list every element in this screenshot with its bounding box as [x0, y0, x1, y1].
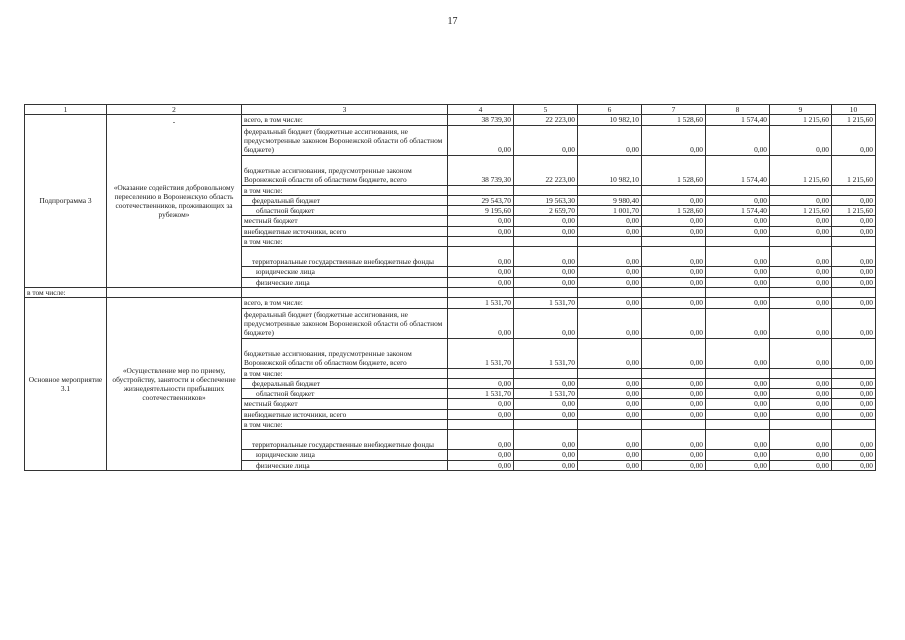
amount-cell: 10 982,10 [578, 115, 642, 125]
amount-cell [706, 185, 770, 195]
amount-cell: 9 980,40 [578, 195, 642, 205]
amount-cell: 0,00 [642, 195, 706, 205]
amount-cell: 0,00 [706, 409, 770, 419]
amount-cell [448, 420, 514, 430]
amount-cell [832, 185, 876, 195]
amount-cell: 1 531,70 [448, 298, 514, 308]
amount-cell: 0,00 [578, 298, 642, 308]
funding-source: бюджетные ассигнования, предусмотренные законом Воронежской области об областном бюджете, всего [242, 155, 448, 185]
amount-cell [770, 237, 832, 247]
amount-cell [448, 368, 514, 378]
budget-table [24, 104, 876, 471]
amount-cell: 1 531,70 [448, 389, 514, 399]
amount-cell: 0,00 [706, 338, 770, 368]
amount-cell: 0,00 [706, 125, 770, 155]
col-header: 3 [242, 105, 448, 115]
amount-cell: 38 739,30 [448, 115, 514, 125]
funding-source: федеральный бюджет [242, 378, 448, 388]
amount-cell: 0,00 [770, 338, 832, 368]
amount-cell: 0,00 [706, 277, 770, 287]
amount-cell [770, 368, 832, 378]
amount-cell: 1 574,40 [706, 115, 770, 125]
amount-cell: 0,00 [514, 399, 578, 409]
amount-cell: 0,00 [832, 409, 876, 419]
amount-cell: 0,00 [578, 378, 642, 388]
amount-cell: 29 543,70 [448, 195, 514, 205]
funding-source: всего, в том числе: [242, 298, 448, 308]
funding-source: федеральный бюджет (бюджетные ассигнования, не предусмотренные законом Воронежской области об областном бюджете) [242, 308, 448, 338]
funding-source: местный бюджет [242, 399, 448, 409]
amount-cell [578, 237, 642, 247]
amount-cell: 1 531,70 [448, 338, 514, 368]
amount-cell: 0,00 [832, 338, 876, 368]
amount-cell: 0,00 [514, 378, 578, 388]
amount-cell [706, 368, 770, 378]
amount-cell: 0,00 [832, 125, 876, 155]
amount-cell: 0,00 [832, 389, 876, 399]
amount-cell: 0,00 [770, 430, 832, 450]
amount-cell: 0,00 [578, 460, 642, 470]
amount-cell: 1 215,60 [832, 115, 876, 125]
empty-cell [706, 287, 770, 297]
amount-cell: 0,00 [832, 226, 876, 236]
amount-cell: 0,00 [770, 216, 832, 226]
section-title-text: «Оказание содействия добровольному переселению в Воронежскую область соотечественников, проживающих за рубежом» [113, 182, 235, 220]
amount-cell: 0,00 [642, 277, 706, 287]
amount-cell: 1 215,60 [770, 206, 832, 216]
amount-cell: 0,00 [770, 298, 832, 308]
amount-cell: 0,00 [448, 450, 514, 460]
amount-cell: 1 528,60 [642, 115, 706, 125]
amount-cell [514, 368, 578, 378]
amount-cell: 0,00 [578, 389, 642, 399]
funding-source: в том числе: [242, 185, 448, 195]
empty-cell [448, 287, 514, 297]
amount-cell: 0,00 [832, 430, 876, 450]
col-header: 6 [578, 105, 642, 115]
funding-source: областной бюджет [242, 206, 448, 216]
separator-row [25, 287, 876, 297]
amount-cell: 0,00 [642, 298, 706, 308]
amount-cell: 0,00 [770, 308, 832, 338]
funding-source: областной бюджет [242, 389, 448, 399]
amount-cell [706, 237, 770, 247]
separator-label: в том числе: [25, 287, 107, 297]
amount-cell [770, 185, 832, 195]
col-header: 8 [706, 105, 770, 115]
amount-cell: 0,00 [578, 450, 642, 460]
amount-cell: 1 528,60 [642, 155, 706, 185]
amount-cell: 0,00 [832, 450, 876, 460]
amount-cell: 1 001,70 [578, 206, 642, 216]
amount-cell: 0,00 [642, 389, 706, 399]
amount-cell: 1 531,70 [514, 338, 578, 368]
amount-cell: 0,00 [642, 216, 706, 226]
amount-cell: 1 215,60 [770, 115, 832, 125]
table-row [25, 298, 876, 308]
amount-cell: 0,00 [706, 399, 770, 409]
amount-cell [514, 420, 578, 430]
amount-cell: 1 531,70 [514, 298, 578, 308]
amount-cell: 0,00 [706, 450, 770, 460]
amount-cell [448, 237, 514, 247]
funding-source: внебюджетные источники, всего [242, 409, 448, 419]
amount-cell: 0,00 [448, 267, 514, 277]
empty-cell [832, 287, 876, 297]
empty-cell [642, 287, 706, 297]
table-row [25, 115, 876, 125]
amount-cell [832, 420, 876, 430]
amount-cell: 0,00 [770, 389, 832, 399]
amount-cell: 0,00 [832, 267, 876, 277]
amount-cell: 0,00 [514, 430, 578, 450]
amount-cell: 0,00 [578, 430, 642, 450]
amount-cell: 0,00 [578, 338, 642, 368]
amount-cell: 0,00 [448, 460, 514, 470]
amount-cell: 22 223,00 [514, 115, 578, 125]
amount-cell [578, 185, 642, 195]
amount-cell: 1 215,60 [832, 206, 876, 216]
amount-cell: 0,00 [448, 226, 514, 236]
funding-source: федеральный бюджет [242, 195, 448, 205]
amount-cell: 0,00 [832, 216, 876, 226]
amount-cell: 0,00 [770, 195, 832, 205]
section-name: Основное мероприятие 3.1 [25, 298, 107, 471]
amount-cell: 0,00 [770, 247, 832, 267]
amount-cell: 0,00 [578, 216, 642, 226]
amount-cell: 0,00 [578, 308, 642, 338]
amount-cell [832, 368, 876, 378]
amount-cell: 0,00 [642, 399, 706, 409]
amount-cell: 0,00 [832, 308, 876, 338]
amount-cell: 0,00 [642, 267, 706, 277]
amount-cell: 0,00 [578, 277, 642, 287]
funding-source: в том числе: [242, 368, 448, 378]
amount-cell [642, 237, 706, 247]
amount-cell: 0,00 [448, 409, 514, 419]
amount-cell [642, 368, 706, 378]
funding-source: в том числе: [242, 420, 448, 430]
col-header: 4 [448, 105, 514, 115]
amount-cell: 0,00 [832, 298, 876, 308]
amount-cell: 0,00 [514, 450, 578, 460]
amount-cell [706, 420, 770, 430]
amount-cell: 0,00 [514, 267, 578, 277]
col-header: 2 [107, 105, 242, 115]
amount-cell: 0,00 [642, 308, 706, 338]
amount-cell: 0,00 [448, 308, 514, 338]
funding-source: территориальные государственные внебюджетные фонды [242, 247, 448, 267]
amount-cell: 0,00 [448, 125, 514, 155]
amount-cell: 0,00 [706, 308, 770, 338]
amount-cell: 22 223,00 [514, 155, 578, 185]
funding-source: физические лица [242, 460, 448, 470]
section-title [107, 298, 242, 471]
amount-cell: 0,00 [642, 247, 706, 267]
empty-cell [578, 287, 642, 297]
amount-cell: 0,00 [514, 277, 578, 287]
amount-cell: 0,00 [770, 125, 832, 155]
amount-cell [514, 185, 578, 195]
amount-cell: 0,00 [514, 216, 578, 226]
amount-cell: 0,00 [642, 409, 706, 419]
amount-cell: 0,00 [514, 460, 578, 470]
funding-source: всего, в том числе: [242, 115, 448, 125]
amount-cell: 0,00 [578, 125, 642, 155]
amount-cell: 0,00 [448, 378, 514, 388]
amount-cell: 0,00 [642, 338, 706, 368]
amount-cell: 1 574,40 [706, 206, 770, 216]
amount-cell: 0,00 [770, 277, 832, 287]
empty-cell [242, 287, 448, 297]
amount-cell: 1 215,60 [832, 155, 876, 185]
amount-cell: 0,00 [706, 378, 770, 388]
amount-cell: 0,00 [448, 430, 514, 450]
funding-source: внебюджетные источники, всего [242, 226, 448, 236]
amount-cell [770, 420, 832, 430]
amount-cell: 0,00 [642, 226, 706, 236]
amount-cell [832, 237, 876, 247]
amount-cell: 0,00 [578, 267, 642, 277]
amount-cell: 0,00 [770, 450, 832, 460]
amount-cell: 0,00 [706, 195, 770, 205]
amount-cell: 0,00 [578, 247, 642, 267]
funding-source: территориальные государственные внебюджетные фонды [242, 430, 448, 450]
amount-cell: 0,00 [832, 378, 876, 388]
section-title [107, 115, 242, 288]
col-header: 1 [25, 105, 107, 115]
amount-cell [578, 368, 642, 378]
col-header: 9 [770, 105, 832, 115]
funding-source: физические лица [242, 277, 448, 287]
amount-cell: 0,00 [578, 399, 642, 409]
amount-cell: 0,00 [514, 308, 578, 338]
col-header: 10 [832, 105, 876, 115]
amount-cell: 0,00 [770, 399, 832, 409]
amount-cell: 0,00 [514, 247, 578, 267]
empty-cell [107, 287, 242, 297]
section-name: Подпрограмма 3 [25, 115, 107, 288]
col-header: 7 [642, 105, 706, 115]
page-number: 17 [447, 16, 458, 27]
amount-cell: 0,00 [832, 195, 876, 205]
amount-cell: 0,00 [578, 226, 642, 236]
amount-cell: 38 739,30 [448, 155, 514, 185]
funding-source: юридические лица [242, 450, 448, 460]
col-header: 5 [514, 105, 578, 115]
amount-cell: 0,00 [706, 247, 770, 267]
amount-cell: 0,00 [642, 125, 706, 155]
amount-cell: 0,00 [770, 409, 832, 419]
amount-cell: 9 195,60 [448, 206, 514, 216]
amount-cell: 0,00 [514, 409, 578, 419]
amount-cell: 0,00 [770, 267, 832, 277]
funding-source: в том числе: [242, 237, 448, 247]
amount-cell: 0,00 [706, 267, 770, 277]
amount-cell: 0,00 [832, 399, 876, 409]
header-row [25, 105, 876, 115]
funding-source: федеральный бюджет (бюджетные ассигнования, не предусмотренные законом Воронежской области об областном бюджете) [242, 125, 448, 155]
amount-cell: 0,00 [448, 277, 514, 287]
amount-cell: 0,00 [448, 216, 514, 226]
amount-cell: 1 574,40 [706, 155, 770, 185]
amount-cell: 0,00 [706, 216, 770, 226]
amount-cell: 1 528,60 [642, 206, 706, 216]
amount-cell: 1 215,60 [770, 155, 832, 185]
section-title-text: «Осуществление мер по приему, обустройству, занятости и обеспечение жизнедеятельности прибывших соотечественников» [112, 365, 236, 403]
amount-cell: 0,00 [706, 430, 770, 450]
amount-cell [448, 185, 514, 195]
amount-cell: 0,00 [706, 389, 770, 399]
amount-cell: 0,00 [514, 226, 578, 236]
amount-cell: 0,00 [770, 460, 832, 470]
amount-cell: 10 982,10 [578, 155, 642, 185]
amount-cell: 0,00 [448, 399, 514, 409]
section-dash: - [172, 117, 176, 127]
amount-cell: 0,00 [514, 125, 578, 155]
amount-cell [578, 420, 642, 430]
amount-cell: 0,00 [832, 460, 876, 470]
amount-cell: 0,00 [832, 277, 876, 287]
amount-cell [642, 185, 706, 195]
funding-source: местный бюджет [242, 216, 448, 226]
amount-cell: 0,00 [706, 460, 770, 470]
amount-cell: 0,00 [642, 460, 706, 470]
amount-cell [514, 237, 578, 247]
amount-cell: 0,00 [770, 226, 832, 236]
amount-cell: 0,00 [706, 298, 770, 308]
amount-cell: 1 531,70 [514, 389, 578, 399]
amount-cell: 0,00 [832, 247, 876, 267]
funding-source: бюджетные ассигнования, предусмотренные законом Воронежской области об областном бюджете, всего [242, 338, 448, 368]
amount-cell: 0,00 [642, 450, 706, 460]
funding-source: юридические лица [242, 267, 448, 277]
empty-cell [770, 287, 832, 297]
amount-cell [642, 420, 706, 430]
amount-cell: 2 659,70 [514, 206, 578, 216]
amount-cell: 0,00 [578, 409, 642, 419]
amount-cell: 0,00 [642, 378, 706, 388]
amount-cell: 0,00 [448, 247, 514, 267]
amount-cell: 0,00 [642, 430, 706, 450]
empty-cell [514, 287, 578, 297]
amount-cell: 19 563,30 [514, 195, 578, 205]
amount-cell: 0,00 [770, 378, 832, 388]
amount-cell: 0,00 [706, 226, 770, 236]
